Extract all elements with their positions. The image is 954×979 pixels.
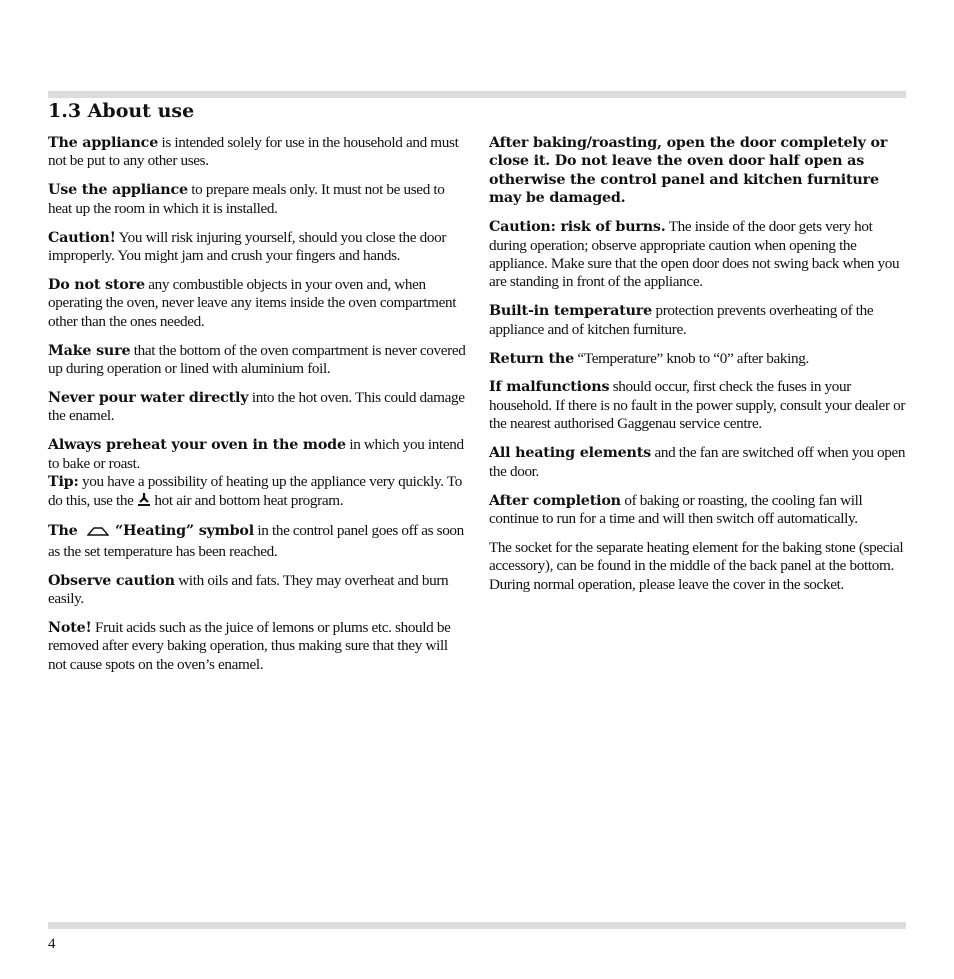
paragraph-text: into the hot oven. This could damage the enamel. xyxy=(48,388,465,425)
bold-lead: Do not store xyxy=(48,276,145,293)
bold-lead: Caution! xyxy=(48,229,116,246)
paragraph-return-knob xyxy=(489,350,909,368)
paragraph-appliance xyxy=(48,134,468,171)
bold-lead: Tip: xyxy=(48,474,79,491)
bold-lead: Observe caution xyxy=(48,572,175,589)
paragraph-make-sure xyxy=(48,342,468,379)
paragraph-text: in which you intend to bake or roast. xyxy=(48,436,464,472)
bold-lead: Return the xyxy=(489,350,574,367)
paragraph-door xyxy=(489,134,909,208)
bold-lead: Use the appliance xyxy=(48,182,188,199)
paragraph-completion xyxy=(489,492,909,529)
right-column xyxy=(489,134,909,605)
paragraph-use xyxy=(48,181,468,218)
paragraph-caution xyxy=(48,229,468,266)
paragraph-text: of baking or roasting, the cooling fan will continue to run for a time and will then switch off automatically. xyxy=(489,491,863,527)
hot-air-bottom-heat-icon xyxy=(137,492,151,512)
paragraph-text: should occur, first check the fuses in your household. If there is no fault in the power supply, consult your dealer or the nearest authorised Gaggenau service centre. xyxy=(489,378,906,433)
bold-lead: The xyxy=(48,523,78,540)
paragraph-tip xyxy=(48,473,468,512)
bold-lead: Caution: risk of burns. xyxy=(489,219,666,236)
page-number: 4 xyxy=(48,936,56,952)
paragraph-text: you have a possibility of heating up the appliance very quickly. To do this, use the xyxy=(48,473,462,509)
paragraph-water xyxy=(48,389,468,426)
paragraph-do-not-store xyxy=(48,276,468,331)
paragraph-text: Fruit acids such as the juice of lemons or plums etc. should be removed after every baking operation, thus making sure that they will not cause spots on the oven’s enamel. xyxy=(48,619,451,673)
bold-lead: Never pour water directly xyxy=(48,389,249,406)
paragraph-heating-elements xyxy=(489,444,909,481)
paragraph-preheat xyxy=(48,436,468,473)
paragraph-text: any combustible objects in your oven and, when operating the oven, never leave any items inside the oven compartment other than the ones needed. xyxy=(48,275,457,330)
paragraph-text: protection prevents overheating of the appliance and of kitchen furniture. xyxy=(489,302,874,338)
paragraph-note xyxy=(48,619,468,674)
paragraph-malfunctions xyxy=(489,378,909,433)
paragraph-text: The inside of the door gets very hot during operation; observe appropriate caution when opening the appliance. Make sure that the open door does not swing back when you are standing in front of the appliance. xyxy=(489,218,900,291)
paragraph-text: The socket for the separate heating element for the baking stone (special accessory), can be found in the middle of the back panel at the bottom. During normal operation, please leave the cover in the socket. xyxy=(489,538,904,593)
paragraph-text: hot air and bottom heat program. xyxy=(150,491,344,509)
paragraph-text: to prepare meals only. It must not be used to heat up the room in which it is installed. xyxy=(48,181,445,217)
top-divider-bar xyxy=(48,91,906,98)
paragraph-text: You will risk injuring yourself, should you close the door improperly. You might jam and crush your fingers and hands. xyxy=(48,228,447,265)
bold-lead: Always preheat your oven in the mode xyxy=(48,437,346,454)
bold-lead: The appliance xyxy=(48,135,159,151)
left-column xyxy=(48,134,468,685)
paragraph-text: with oils and fats. They may overheat and burn easily. xyxy=(48,571,449,608)
bold-lead: “Heating” symbol xyxy=(114,523,254,540)
paragraph-text: is intended solely for use in the household and must not be put to any other uses. xyxy=(48,134,459,170)
paragraph-oils xyxy=(48,572,468,609)
paragraph-heating-symbol xyxy=(48,522,468,561)
paragraph-text: “Temperature” knob to “0” after baking. xyxy=(573,349,809,367)
bold-lead: Note! xyxy=(48,620,92,637)
heating-symbol-icon xyxy=(87,524,109,542)
bold-lead: Make sure xyxy=(48,342,131,359)
bold-lead: After baking/roasting, open the door completely or close it. Do not leave the oven door half open as otherwise the control panel and kitchen furniture may be damaged. xyxy=(489,135,888,207)
paragraph-text: and the fan are switched off when you open the door. xyxy=(489,444,906,480)
bottom-divider-bar xyxy=(48,922,906,929)
paragraph-text: in the control panel goes off as soon as the set temperature has been reached. xyxy=(48,522,464,560)
bold-lead: Built-in temperature xyxy=(489,303,653,320)
section-title: 1.3 About use xyxy=(48,100,195,122)
bold-lead: If malfunctions xyxy=(489,379,610,396)
bold-lead: After completion xyxy=(489,492,621,509)
paragraph-burns xyxy=(489,218,909,292)
bold-lead: All heating elements xyxy=(489,445,651,462)
paragraph-text: that the bottom of the oven compartment is never covered up during operation or lined with aluminium foil. xyxy=(48,341,466,378)
paragraph-builtin-temperature xyxy=(489,302,909,339)
paragraph-socket xyxy=(489,539,909,594)
